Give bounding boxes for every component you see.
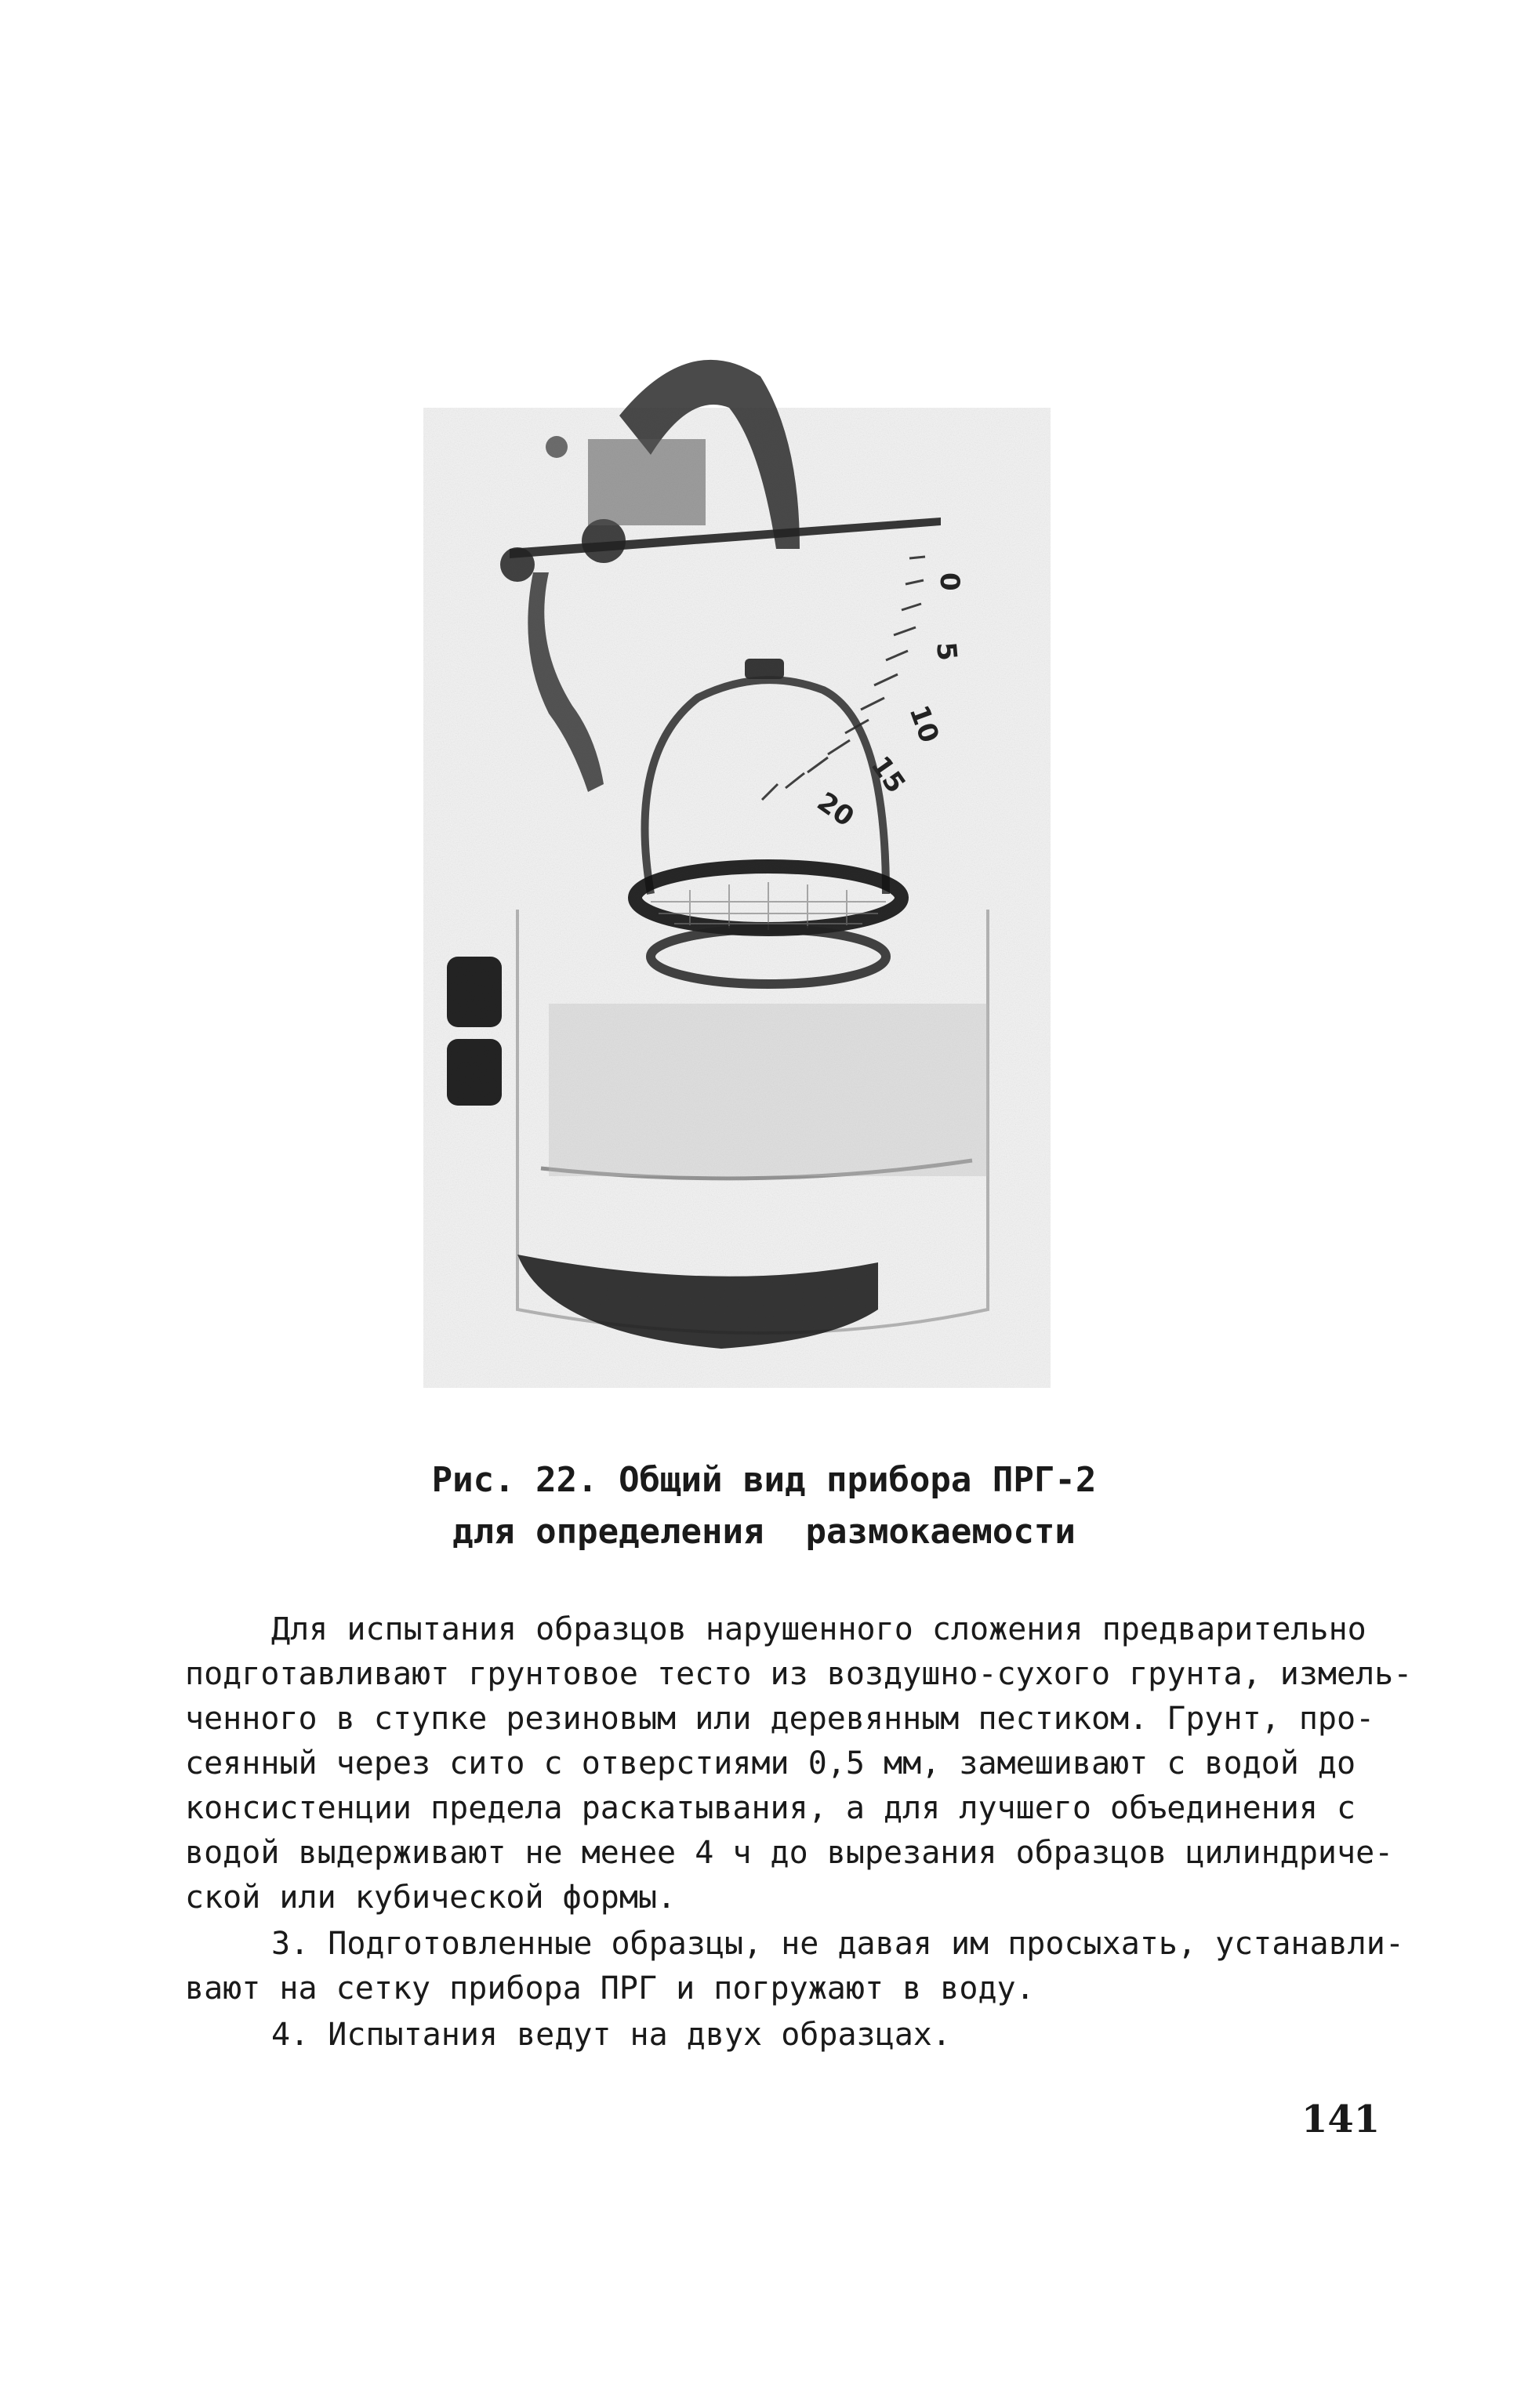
scale-label-20: 20: [811, 786, 860, 834]
figure-photo-prg2-device: [392, 314, 1082, 1411]
device-photo-illustration: [392, 314, 1082, 1411]
scale-label-10: 10: [902, 701, 945, 747]
list-item-3: [185, 1922, 1404, 2011]
paragraph-line: Для испытания образцов нарушенного сложения предварительно: [271, 1611, 1366, 1647]
scale-label-5: 5: [930, 641, 963, 663]
list-item-4: [185, 2013, 1385, 2058]
clamp-block: [588, 439, 706, 525]
list-item-4-line-1: 4. Испытания ведут на двух образцах.: [271, 2017, 951, 2053]
caption-line-2: для определения размокаемости: [452, 1512, 1076, 1552]
scale-label-15: 15: [864, 750, 912, 799]
scale-label-0: 0: [934, 572, 965, 591]
paragraph-line: сеянный через сито с отверстиями 0,5 мм, замешивают с водой до: [185, 1745, 1356, 1781]
side-knob-upper: [447, 957, 502, 1027]
page-number: 141: [1301, 2097, 1381, 2141]
paragraph-line: ченного в ступке резиновым или деревянным пестиком. Грунт, про-: [185, 1701, 1375, 1737]
paragraph-line: ской или кубической формы.: [185, 1880, 677, 1916]
scale-tick: [909, 557, 925, 558]
paragraph-line: водой выдерживают не менее 4 ч до вырезания образцов цилиндриче-: [185, 1835, 1394, 1871]
basket-top-knob: [745, 659, 784, 679]
caption-line-1: Рис. 22. Общий вид прибора ПРГ-2: [431, 1460, 1097, 1500]
clamp-knob-small: [546, 436, 568, 458]
paragraph-sample-preparation: [185, 1607, 1413, 1920]
figure-caption: [0, 1455, 1528, 1558]
side-knob-lower: [447, 1039, 502, 1106]
vessel-shading: [549, 1004, 988, 1176]
paragraph-line: консистенции предела раскатывания, а для лучшего объединения с: [185, 1790, 1356, 1826]
list-item-3-line-1: 3. Подготовленные образцы, не давая им просыхать, устанавли-: [271, 1926, 1404, 1962]
body-text: [185, 1607, 1413, 2058]
list-item-3-line-2: вают на сетку прибора ПРГ и погружают в воду.: [185, 1970, 1035, 2007]
paragraph-line: подготавливают грунтовое тесто из воздушно-сухого грунта, измель-: [185, 1656, 1413, 1692]
